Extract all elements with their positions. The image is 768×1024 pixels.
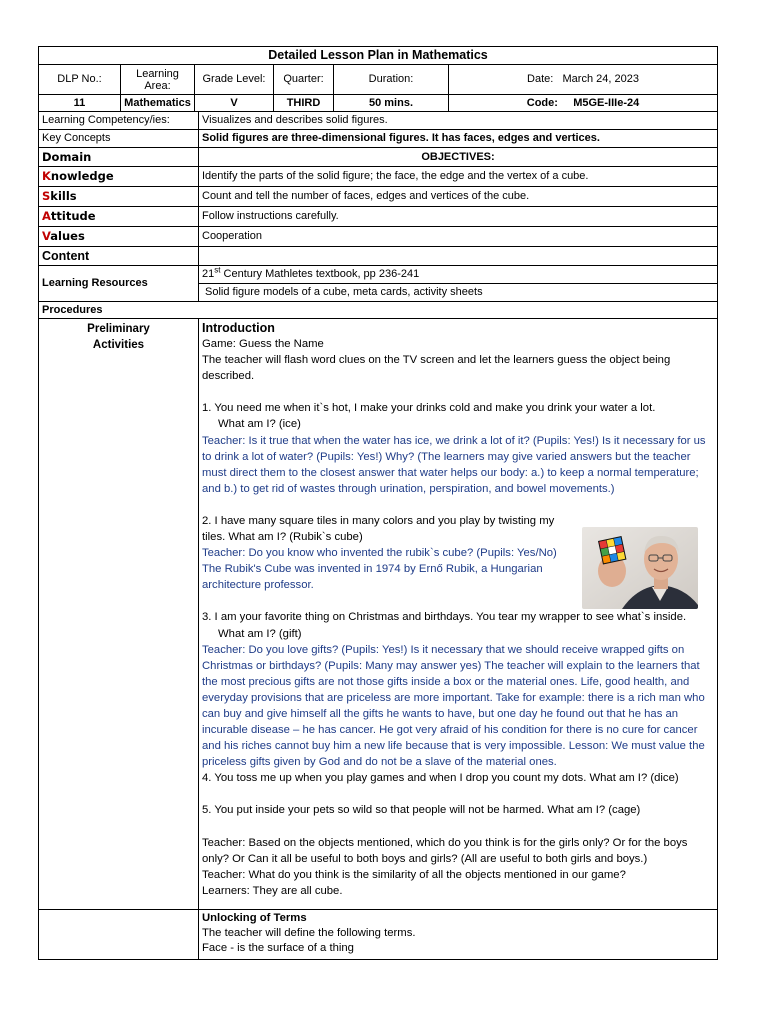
teacher-note-1a: Teacher: Is it true that when the water has ice, we drink a lot of it? (Pupils: Yes!) Is it necessary for us <box>202 434 706 447</box>
unlocking-cell <box>199 910 718 960</box>
attitude-value: Follow instructions carefully. <box>199 207 718 227</box>
riddle-3-answer: What am I? (gift) <box>218 627 302 640</box>
unlocking-heading: Unlocking of Terms <box>202 912 307 924</box>
preliminary-word: Preliminary <box>87 323 150 335</box>
header-table <box>38 46 718 112</box>
game-description-1: The teacher will flash word clues on the TV screen and let the learners guess the object being <box>202 354 671 367</box>
content-label: Content <box>39 247 199 266</box>
riddle-2: 2. I have many square tiles in many colors and you play by twisting my <box>202 514 555 527</box>
inventor-illustration <box>582 527 698 609</box>
objectives-label: OBJECTIVES: <box>199 148 718 167</box>
teacher-note-1b: to drink a lot of water? (Pupils: Yes!) Why? (The learners may give varied answers but the teacher <box>202 450 691 463</box>
key-concepts-value: Solid figures are three-dimensional figures. It has faces, edges and vertices. <box>199 130 718 148</box>
blank-left-cell <box>39 910 199 960</box>
summary-4: Learners: They are all cube. <box>202 884 343 897</box>
quarter-value: THIRD <box>274 95 334 112</box>
grade-value: V <box>195 95 274 112</box>
grade-label: Grade Level: <box>195 65 274 95</box>
riddle-1-answer: What am I? (ice) <box>218 418 301 431</box>
teacher-note-2a: Teacher: Do you know who invented the rubik`s cube? (Pupils: Yes/No) <box>202 547 557 560</box>
knowledge-rest: nowledge <box>50 169 114 183</box>
unlocking-line-1: The teacher will define the following terms. <box>202 927 416 939</box>
game-title: Game: Guess the Name <box>202 338 324 351</box>
teacher-note-1c: must direct them to the closest answer that water helps our body: a.) to keep a normal temperature; <box>202 466 699 479</box>
rubiks-inventor-photo <box>582 527 698 609</box>
preliminary-activities-label <box>39 319 199 910</box>
content-value <box>199 247 718 266</box>
skills-value: Count and tell the number of faces, edges and vertices of the cube. <box>199 187 718 207</box>
document-title: Detailed Lesson Plan in Mathematics <box>39 47 718 65</box>
date-label: Date: <box>527 73 554 85</box>
teacher-note-1d: and b.) to get rid of wastes through urination, perspiration, and bowel movements.) <box>202 482 615 495</box>
game-description-2: described. <box>202 370 255 383</box>
knowledge-value: Identify the parts of the solid figure; the face, the edge and the vertex of a cube. <box>199 167 718 187</box>
resource-textbook <box>199 266 718 284</box>
teacher-note-3b: Christmas or birthdays? (Pupils: Many may answer yes) The teacher will explain to the learners that <box>202 659 700 672</box>
duration-label: Duration: <box>334 65 449 95</box>
riddle-3: 3. I am your favorite thing on Christmas and birthdays. You tear my wrapper to see what`s inside. <box>202 611 687 624</box>
code-label: Code: <box>526 96 558 109</box>
quarter-label: Quarter: <box>274 65 334 95</box>
attitude-label <box>39 207 199 227</box>
values-label <box>39 227 199 247</box>
area-label: Learning Area: <box>121 65 195 95</box>
skills-initial: S <box>42 189 51 203</box>
dlp-label: DLP No.: <box>39 65 121 95</box>
date-value: March 24, 2023 <box>562 73 639 85</box>
duration-value: 50 mins. <box>334 95 449 112</box>
introduction-cell <box>199 319 718 910</box>
riddle-2-answer: tiles. What am I? (Rubik`s cube) <box>202 531 363 544</box>
resources-label: Learning Resources <box>39 266 199 302</box>
date-cell <box>449 65 718 95</box>
attitude-rest: ttitude <box>50 209 96 223</box>
introduction-heading: Introduction <box>202 321 275 335</box>
skills-label <box>39 187 199 207</box>
riddle-4: 4. You toss me up when you play games and when I drop you count my dots. What am I? (dice) <box>202 772 679 785</box>
competencies-label: Learning Competency/ies: <box>39 112 199 130</box>
knowledge-label <box>39 167 199 187</box>
resource-models: Solid figure models of a cube, meta cards, activity sheets <box>199 284 718 302</box>
summary-3: Teacher: What do you think is the similarity of all the objects mentioned in our game? <box>202 868 626 881</box>
knowledge-initial: K <box>42 169 51 183</box>
teacher-note-3g: and his riches cannot buy him a new life because that is very impossible. Lesson: We must value the <box>202 740 705 753</box>
activities-word: Activities <box>92 339 145 351</box>
resource-textbook-suffix: st <box>214 265 221 275</box>
riddle-1: 1. You need me when it`s hot, I make your drinks cold and make you drink your water a lot. <box>202 402 656 415</box>
teacher-note-3d: everyday provisions that are priceless are more important. Take for example: there is a rich man who <box>202 691 705 704</box>
values-initial: V <box>42 229 51 243</box>
code-value: M5GE-IIIe-24 <box>573 96 640 109</box>
competencies-value: Visualizes and describes solid figures. <box>199 112 718 130</box>
key-concepts-label: Key Concepts <box>39 130 199 148</box>
teacher-note-2c: architecture professor. <box>202 579 314 592</box>
teacher-note-3a: Teacher: Do you love gifts? (Pupils: Yes!) Is it necessary that we should receive wrapped gifts on <box>202 643 685 656</box>
dlp-value: 11 <box>39 95 121 112</box>
resource-textbook-text: Century Mathletes textbook, pp 236-241 <box>220 268 420 280</box>
area-value: Mathematics <box>121 95 195 112</box>
teacher-note-3h: priceless gifts given by God and do not be a slave of the material ones. <box>202 756 557 769</box>
attitude-initial: A <box>42 209 51 223</box>
unlocking-line-2: Face - is the surface of a thing <box>202 942 354 954</box>
teacher-note-3c: the most precious gifts are not those gifts inside a box or the material ones. Life, good health, and <box>202 675 690 688</box>
riddle-5: 5. You put inside your pets so wild so that people will not be harmed. What am I? (cage) <box>202 804 641 817</box>
teacher-note-3f: incurable disease – he has cancer. He got very afraid of his condition for there is no cure for cancer <box>202 724 698 737</box>
resource-textbook-number: 21 <box>202 268 215 280</box>
summary-1: Teacher: Based on the objects mentioned, which do you think is for the girls only? Or for the boys <box>202 836 688 849</box>
skills-rest: kills <box>50 189 77 203</box>
procedures-label: Procedures <box>39 302 718 319</box>
teacher-note-3e: can buy and give himself all the gifts he wants to have, but one day he found out that he has an <box>202 707 679 720</box>
values-rest: alues <box>50 229 85 243</box>
summary-2: only? Or Can it all be useful to both boys and girls? (All are useful to both girls and boys.) <box>202 852 648 865</box>
teacher-note-2b: The Rubik's Cube was invented in 1974 by Ernő Rubik, a Hungarian <box>202 563 543 576</box>
code-cell <box>449 95 718 112</box>
values-value: Cooperation <box>199 227 718 247</box>
domain-label: Domain <box>39 148 199 167</box>
